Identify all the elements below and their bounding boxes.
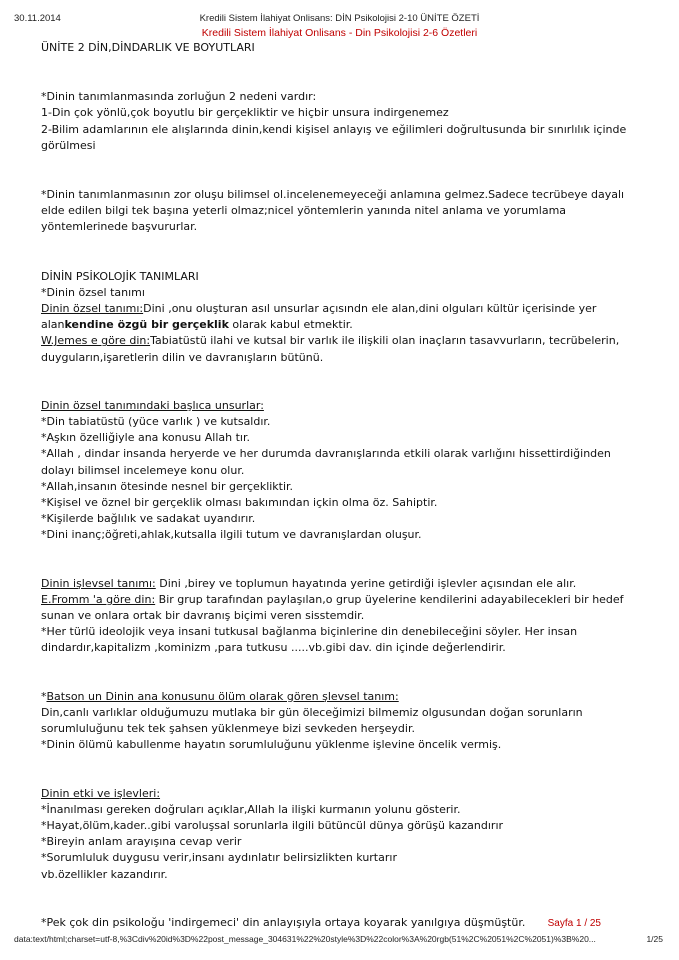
list-item: vb.özellikler kazandırır. (41, 867, 168, 881)
paragraph: Din,canlı varlıklar olduğumuzu mutlaka bir gün öleceğimizi bilmemiz olgusundan doğan sorunların sorumluluğunu tek tek şahsen yüklenmeye bizi sevkeden herşeydir. (41, 705, 583, 736)
paragraph: *Dinin tanımlanmasının zor oluşu bilimsel ol.incelenemeyeceği anlamına gelmez.Sadece tecrübeye dayalı elde edilen bilgi tek başına yeterli olmaz;nicel yöntemlerin yanında nitel anlama ve yorumlama yöntemlerinede başvururlar. (41, 188, 625, 234)
paragraph: E.Fromm 'a göre din: Bir grup tarafından paylaşılan,o grup üyelerine kendilerini adayabilecekleri bir hedef sunan ve onlara ortak bir davranış biçimi veren sisstemdir. (41, 592, 624, 623)
list-item: *Kişilerde bağlılık ve sadakat uyandırır. (41, 512, 256, 526)
paragraph: 1-Din çok yönlü,çok boyutlu bir gerçekliktir ve hiçbir unsura indirgenemez (41, 106, 449, 120)
print-page-count: 1/25 (646, 934, 663, 944)
print-footer-url: data:text/html;charset=utf-8,%3Cdiv%20id%3D%22post_message_304631%22%20style%3D%22color%3A%20rgb(51%2C%2051%2C%2051)%3B%20... (14, 934, 596, 944)
paragraph: W.Jemes e göre din:Tabiatüstü ilahi ve kutsal bir varlık ile ilişkili olan inaçların tasavvurların, tecrübelerin, duyguların,işaretlerin dilin ve davranışların bütünü. (41, 334, 620, 364)
term-label: W.Jemes e göre din: (41, 334, 151, 348)
print-header-title: Kredili Sistem İlahiyat Onlisans: DİN Psikolojisi 2-10 ÜNİTE ÖZETİ (199, 13, 480, 24)
document-body (41, 40, 631, 931)
paragraph: *Dinin tanımlanmasında zorluğun 2 nedeni vardır: (41, 90, 317, 104)
list-item: *İnanılması gereken doğruları açıklar,Allah la ilişki kurmanın yolunu gösterir. (41, 802, 461, 816)
list-item: *Din tabiatüstü (yüce varlık ) ve kutsaldır. (41, 415, 271, 429)
paragraph: 2-Bilim adamlarının ele alışlarında dinin,kendi kişisel anlayış ve eğilimleri doğrultusunda bir sınırlılık içinde görülmesi (41, 122, 627, 152)
list-item: *Allah,insanın ötesinde nesnel bir gerçekliktir. (41, 479, 294, 493)
paragraph: *Pek çok din psikoloğu 'indirgemeci' din anlayışıyla ortaya koyarak yanılgıya düşmüştür. (41, 915, 526, 929)
list-item: *Bireyin anlam arayışına cevap verir (41, 835, 242, 849)
paragraph: *Her türlü ideolojik veya insani tutkusal bağlanma biçinlerine din denebileceğini söyler. Her insan dindardır,kapitalizm ,kominizm ,para tutkusu .....vb.gibi dav. din içinde değerlendirir. (41, 625, 578, 655)
section-heading: Dinin etki ve işlevleri: (41, 786, 161, 800)
list-item: *Dini inanç;öğreti,ahlak,kutsalla ilgili tutum ve davranışlardan oluşur. (41, 528, 422, 542)
section-heading: Dinin özsel tanımındaki başlıca unsurlar: (41, 398, 264, 412)
page-number: Sayfa 1 / 25 (547, 918, 601, 929)
list-item: *Aşkın özelliğiyle ana konusu Allah tır. (41, 431, 250, 445)
paragraph: Dinin özsel tanımı:Dini ,onu oluşturan asıl unsurlar açısındn ele alan,dini olguları kültür içerisinde yer alankendine özgü bir gerçeklik olarak kabul etmektir. (41, 302, 597, 332)
term-label: Batson un Dinin ana konusunu ölüm olarak gören şlevsel tanım: (46, 689, 399, 703)
paragraph: *Dinin özsel tanımı (41, 285, 145, 299)
paragraph: *Batson un Dinin ana konusunu ölüm olarak gören şlevsel tanım: (41, 689, 399, 703)
emphasis: kendine özgü bir gerçeklik (64, 318, 229, 332)
list-item: *Sorumluluk duygusu verir,insanı aydınlatır belirsizlikten kurtarır (41, 851, 397, 865)
term-label: Dinin özsel tanımı: (41, 302, 144, 316)
unit-title: ÜNİTE 2 DİN,DİNDARLIK VE BOYUTLARI (41, 41, 255, 54)
term-label: E.Fromm 'a göre din: (41, 592, 156, 606)
print-date: 30.11.2014 (14, 13, 61, 24)
paragraph: *Dinin ölümü kabullenme hayatın sorumluluğunu yüklenme işlevine öncelik vermiş. (41, 738, 502, 752)
list-item: *Hayat,ölüm,kader..gibi varoluşsal sorunlarla ilgili bütüncül dünya görüşü kazandırır (41, 818, 504, 832)
section-title: DİNİN PSİKOLOJİK TANIMLARI (41, 269, 199, 283)
page-subtitle: Kredili Sistem İlahiyat Onlisans - Din Psikolojisi 2-6 Özetleri (201, 27, 478, 39)
term-label: Dinin işlevsel tanımı: (41, 576, 156, 590)
paragraph: Dinin işlevsel tanımı: Dini ,birey ve toplumun hayatında yerine getirdiği işlevler açısından ele alır. (41, 576, 577, 590)
list-item: *Kişisel ve öznel bir gerçeklik olması bakımından içkin olma öz. Sahiptir. (41, 496, 438, 510)
list-item: *Allah , dindar insanda heryerde ve her durumda davranışlarında etkili olarak varlığını hissettirdiğinden dolayı bilimsel incelemeye konu olur. (41, 447, 611, 477)
